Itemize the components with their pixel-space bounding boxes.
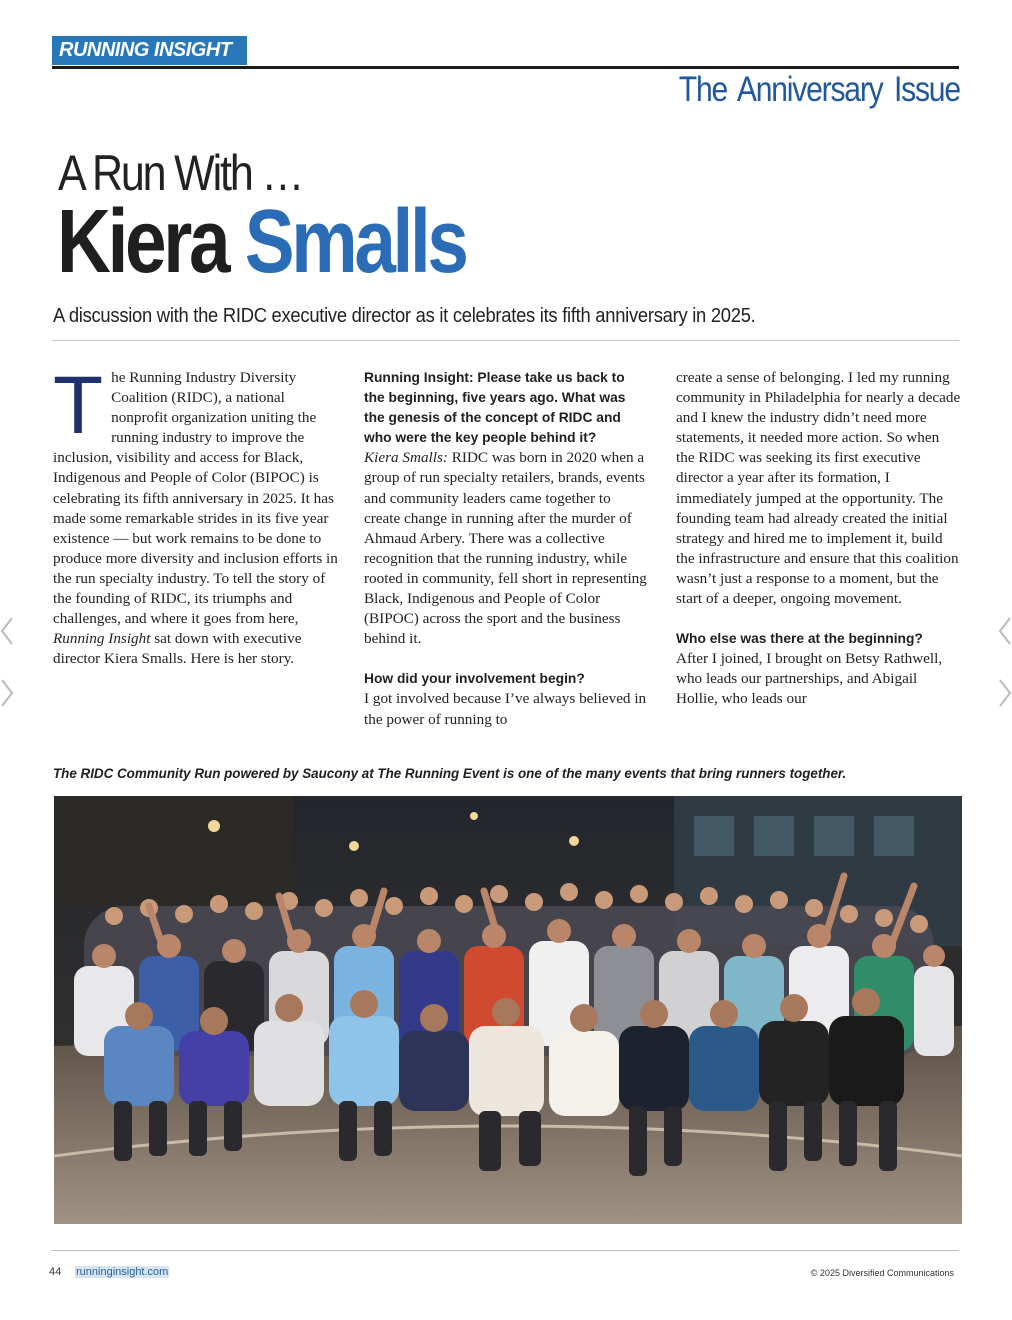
page-number: 44: [49, 1266, 62, 1278]
article-kicker: A Run With …: [58, 145, 303, 201]
copyright-notice: © 2025 Diversified Communications: [810, 1268, 954, 1278]
deck-rule: [52, 340, 959, 341]
footer-rule: [52, 1250, 959, 1251]
next-page-arrow[interactable]: [998, 616, 1012, 646]
group-photo-illustration: [54, 796, 962, 1224]
intro-paragraph: [53, 360, 338, 669]
drop-cap: T: [53, 360, 104, 451]
article-column-3: [676, 368, 961, 710]
question-2: How did your involvement begin?: [364, 671, 585, 687]
website-link[interactable]: runninginsight.com: [76, 1266, 169, 1278]
photo-caption: The RIDC Community Run powered by Saucony at The Running Event is one of the many events that bring runners together.: [53, 766, 847, 781]
answer-2-continued: create a sense of belonging. I led my running community in Philadelphia for nearly a decade and I knew the industry didn’t need more statements, it needed more action. So when the RIDC was seeking its first executive director a year after its formation, I immediately jumped at the opportunity. The founding team had already created the initial strategy and hired me to implement it, build the infrastructure and ensure that this coalition wasn’t just a response to a moment, but the start of a deeper, ongoing movement.: [676, 369, 961, 608]
previous-page-arrow-secondary[interactable]: [0, 678, 14, 708]
question-1: Running Insight: Please take us back to the beginning, five years ago. What was the genesis of the concept of RIDC and who were the key people behind it?: [364, 370, 626, 446]
chevron-right-icon: [998, 678, 1012, 708]
answer-speaker: Kiera Smalls:: [364, 449, 448, 467]
chevron-left-icon: [998, 616, 1012, 646]
answer-1-text: RIDC was born in 2020 when a group of run specialty retailers, brands, events and community leaders came together to create change in running after the murder of Ahmaud Arbery. There was a collective recognition that the running industry, while rooted in community, fell short in representing Black, Indigenous and People of Color (BIPOC) across the sport and the business behind it.: [364, 449, 647, 648]
answer-2-start: I got involved because I’ve always believed in the power of running to: [364, 690, 647, 728]
issue-label: The Anniversary Issue: [678, 70, 960, 109]
answer-3: After I joined, I brought on Betsy Rathwell, who leads our partnerships, and Abigail Hollie, who leads our: [676, 650, 943, 708]
next-page-arrow-secondary[interactable]: [998, 678, 1012, 708]
headline-first-name: Kiera: [57, 192, 228, 292]
intro-text-end: sat down with executive director Kiera Smalls. Here is her story.: [53, 630, 302, 668]
question-3: Who else was there at the beginning?: [676, 631, 923, 647]
group-photo: [54, 796, 962, 1224]
article-column-2: [364, 368, 649, 730]
chevron-left-icon: [0, 616, 14, 646]
chevron-right-icon: [0, 678, 14, 708]
intro-text: he Running Industry Diversity Coalition (RIDC), a national nonprofit organization uniting the running industry to improve the inclusion, visibility and access for Black, Indigenous and People of Color (BIPOC) is celebrating its fifth anniversary in 2025. It has made some remarkable strides in its five year existence — but work remains to be done to produce more diversity and inclusion efforts in the run specialty industry. To tell the story of the founding of RIDC, its triumphs and challenges, and where it goes from here,: [53, 369, 338, 628]
article-deck: A discussion with the RIDC executive director as it celebrates its fifth anniversary in 2025.: [53, 305, 756, 327]
answer-1: [364, 448, 649, 649]
publication-name-italic: Running Insight: [53, 630, 151, 648]
previous-page-arrow[interactable]: [0, 616, 14, 646]
headline-last-name: Smalls: [244, 192, 466, 292]
article-headline: [57, 192, 466, 292]
article-column-1: [53, 360, 338, 669]
header-rule: [52, 66, 959, 69]
publication-logo: RUNNING INSIGHT: [52, 36, 247, 65]
